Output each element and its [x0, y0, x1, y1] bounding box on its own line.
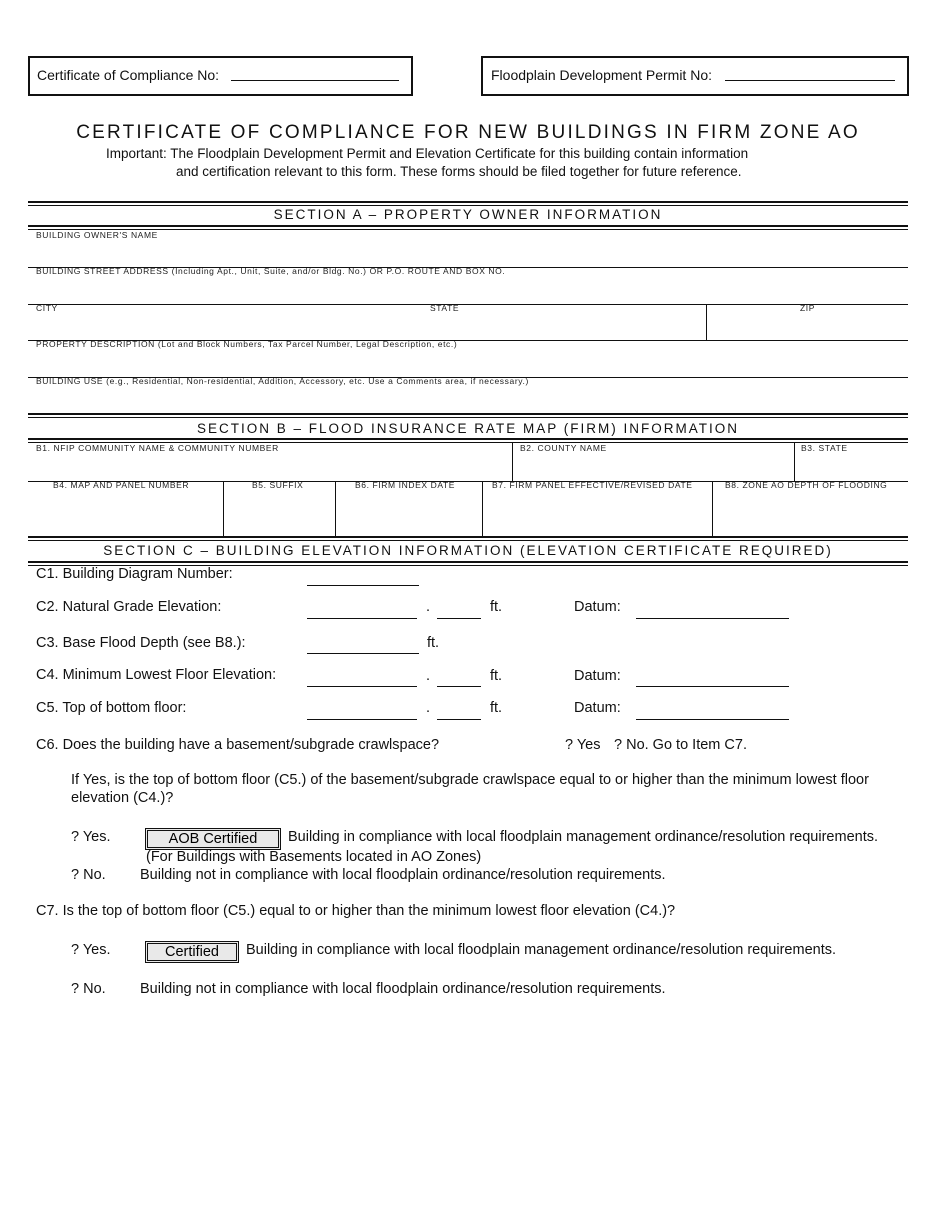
- c6-basement-no-checkbox[interactable]: ? No.: [71, 867, 106, 883]
- c2-elevation-input[interactable]: [307, 618, 417, 619]
- c5-label: C5. Top of bottom floor:: [36, 700, 187, 716]
- compliance-statement: Building in compliance with local floodplain management ordinance/resolution requirements.: [288, 829, 879, 845]
- page-title: CERTIFICATE OF COMPLIANCE FOR NEW BUILDINGS IN FIRM ZONE AO: [76, 122, 860, 143]
- c6-followup-line1: If Yes, is the top of bottom floor (C5.) of the basement/subgrade crawlspace equal to or higher than the minimum lowest floor: [71, 772, 869, 788]
- section-a-heading-rule: [28, 225, 908, 227]
- section-b-heading: SECTION B – FLOOD INSURANCE RATE MAP (FIRM) INFORMATION: [196, 421, 740, 436]
- c4-elevation-input[interactable]: [307, 686, 417, 687]
- compliance-statement: Building in compliance with local floodplain management ordinance/resolution requirements.: [246, 942, 837, 958]
- section-a-top-rule: [28, 201, 908, 203]
- c5-elevation-decimal-input[interactable]: [437, 719, 481, 720]
- c6-basement-yes-checkbox[interactable]: ? Yes.: [71, 829, 111, 845]
- permit-number-box: [481, 56, 909, 96]
- c6-followup-line2: elevation (C4.)?: [71, 790, 174, 806]
- datum-label: Datum:: [574, 599, 621, 615]
- section-b-heading-rule: [28, 438, 908, 440]
- c1-diagram-number-input[interactable]: [307, 585, 419, 586]
- building-use-field[interactable]: [28, 387, 908, 411]
- section-c-heading: SECTION C – BUILDING ELEVATION INFORMATION (ELEVATION CERTIFICATE REQUIRED): [103, 543, 833, 558]
- feet-unit: ft.: [490, 700, 503, 716]
- c4-elevation-decimal-input[interactable]: [437, 686, 481, 687]
- zip-field[interactable]: [708, 313, 908, 339]
- owner-name-label: BUILDING OWNER'S NAME: [36, 230, 158, 240]
- permit-number-label: Floodplain Development Permit No:: [491, 67, 712, 83]
- datum-label: Datum:: [574, 700, 621, 716]
- feet-unit: ft.: [490, 668, 503, 684]
- c3-flood-depth-input[interactable]: [307, 653, 419, 654]
- b1-divider: [512, 443, 513, 482]
- important-note-line2: and certification relevant to this form. These forms should be filed together for future reference.: [176, 164, 742, 179]
- section-a-heading: SECTION A – PROPERTY OWNER INFORMATION: [273, 207, 663, 222]
- b5-divider: [335, 482, 336, 536]
- feet-unit: ft.: [427, 635, 440, 651]
- b1-label: B1. NFIP COMMUNITY NAME & COMMUNITY NUMBER: [36, 443, 279, 453]
- b5-label: B5. SUFFIX: [252, 480, 304, 490]
- compliance-number-box: [28, 56, 413, 96]
- b7-field[interactable]: [484, 492, 711, 534]
- section-c-top-rule-2: [28, 540, 908, 541]
- b8-field[interactable]: [714, 492, 908, 534]
- decimal-point: .: [426, 599, 431, 615]
- c5-elevation-input[interactable]: [307, 719, 417, 720]
- c4-datum-input[interactable]: [636, 686, 789, 687]
- section-b-top-rule-2: [28, 417, 908, 418]
- section-a-top-rule-2: [28, 205, 908, 206]
- aob-certified-button[interactable]: AOB Certified: [145, 828, 281, 850]
- decimal-point: .: [426, 668, 431, 684]
- city-label: CITY: [36, 303, 58, 313]
- c2-datum-input[interactable]: [636, 618, 789, 619]
- b7-label: B7. FIRM PANEL EFFECTIVE/REVISED DATE: [492, 480, 693, 490]
- b5-field[interactable]: [225, 492, 334, 534]
- basement-note: (For Buildings with Basements located in AO Zones): [146, 849, 482, 865]
- building-use-label: BUILDING USE (e.g., Residential, Non-residential, Addition, Accessory, etc. Use a Comments area, if necessary.): [36, 376, 529, 386]
- compliance-number-field[interactable]: [231, 62, 399, 81]
- c6-yes-checkbox[interactable]: ? Yes: [565, 737, 601, 753]
- b3-field[interactable]: [796, 454, 908, 480]
- property-description-field[interactable]: [28, 350, 908, 376]
- b6-divider: [482, 482, 483, 536]
- c3-label: C3. Base Flood Depth (see B8.):: [36, 635, 246, 651]
- datum-label: Datum:: [574, 668, 621, 684]
- row-divider: [28, 304, 908, 305]
- street-address-field[interactable]: [28, 277, 908, 303]
- zip-label: ZIP: [800, 303, 816, 313]
- b4-divider: [223, 482, 224, 536]
- owner-name-field[interactable]: [28, 240, 908, 266]
- permit-number-field[interactable]: [725, 62, 895, 81]
- decimal-point: .: [426, 700, 431, 716]
- c2-label: C2. Natural Grade Elevation:: [36, 599, 222, 615]
- b2-label: B2. COUNTY NAME: [520, 443, 607, 453]
- section-b-top-rule: [28, 413, 908, 415]
- street-address-label: BUILDING STREET ADDRESS (Including Apt., Unit, Suite, and/or Bldg. No.) OR P.O. ROUTE AND BOX NO.: [36, 266, 506, 276]
- b3-label: B3. STATE: [801, 443, 848, 453]
- b7-divider: [712, 482, 713, 536]
- important-note-line1: Important: The Floodplain Development Permit and Elevation Certificate for this building contain information: [106, 146, 749, 161]
- property-description-label: PROPERTY DESCRIPTION (Lot and Block Numbers, Tax Parcel Number, Legal Description, etc.): [36, 339, 458, 349]
- city-field[interactable]: [28, 313, 418, 339]
- state-label: STATE: [430, 303, 460, 313]
- c4-label: C4. Minimum Lowest Floor Elevation:: [36, 667, 277, 683]
- c7-yes-checkbox[interactable]: ? Yes.: [71, 942, 111, 958]
- b6-field[interactable]: [337, 492, 481, 534]
- state-field[interactable]: [425, 313, 705, 339]
- c7-no-checkbox[interactable]: ? No.: [71, 981, 106, 997]
- b2-field[interactable]: [514, 454, 792, 480]
- b8-label: B8. ZONE AO DEPTH OF FLOODING: [725, 480, 888, 490]
- feet-unit: ft.: [490, 599, 503, 615]
- b4-label: B4. MAP AND PANEL NUMBER: [53, 480, 190, 490]
- zip-divider: [706, 304, 707, 340]
- c7-question: C7. Is the top of bottom floor (C5.) equal to or higher than the minimum lowest floor elevation (C4.)?: [36, 903, 676, 919]
- b2-divider: [794, 443, 795, 482]
- c6-question: C6. Does the building have a basement/subgrade crawlspace?: [36, 737, 440, 753]
- b4-field[interactable]: [28, 492, 222, 534]
- b6-label: B6. FIRM INDEX DATE: [355, 480, 456, 490]
- compliance-number-label: Certificate of Compliance No:: [37, 67, 220, 83]
- certified-button[interactable]: Certified: [145, 941, 239, 963]
- noncompliance-statement: Building not in compliance with local floodplain ordinance/resolution requirements.: [140, 867, 666, 883]
- section-a-heading-rule-2: [28, 229, 908, 230]
- c2-elevation-decimal-input[interactable]: [437, 618, 481, 619]
- noncompliance-statement: Building not in compliance with local floodplain ordinance/resolution requirements.: [140, 981, 666, 997]
- c1-label: C1. Building Diagram Number:: [36, 566, 233, 582]
- c6-no-checkbox[interactable]: ? No. Go to Item C7.: [614, 737, 747, 753]
- section-c-top-rule: [28, 536, 908, 538]
- b1-field[interactable]: [28, 454, 510, 480]
- c5-datum-input[interactable]: [636, 719, 789, 720]
- section-c-heading-rule: [28, 561, 908, 563]
